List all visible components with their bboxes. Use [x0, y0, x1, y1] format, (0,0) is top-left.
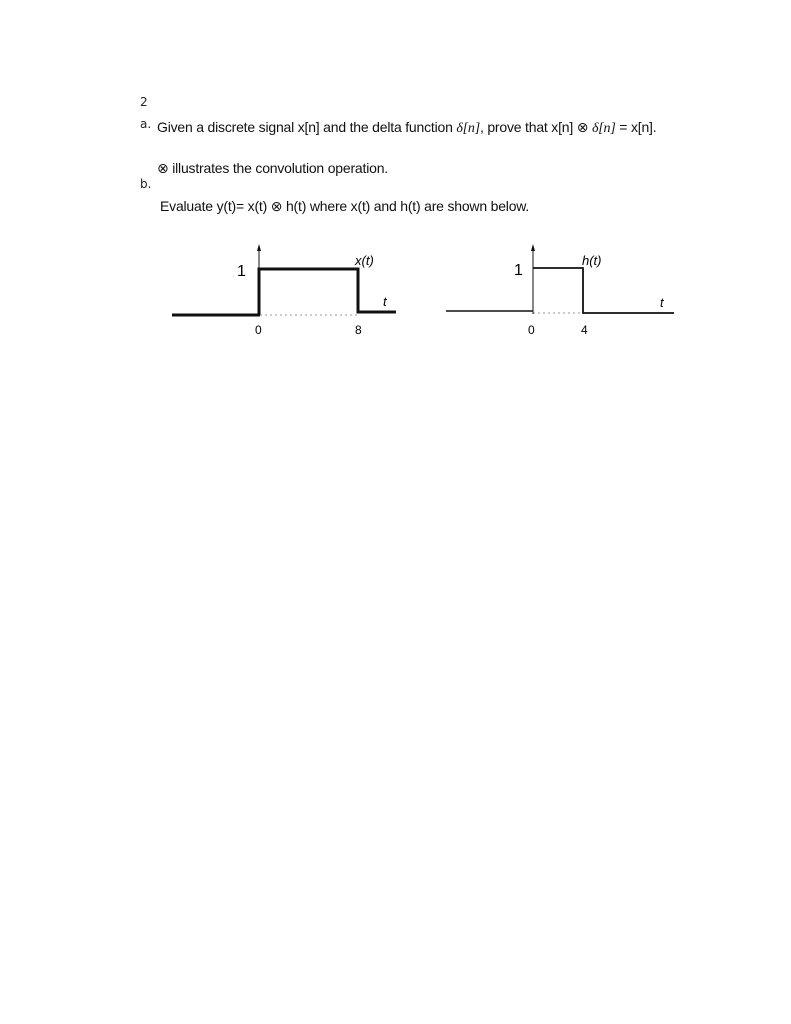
h-plot-tick-4: 4 [581, 323, 588, 337]
x-plot-axis-arrow-icon [257, 244, 261, 251]
h-plot-tick-0: 0 [528, 323, 535, 337]
convolution-note [157, 160, 388, 177]
x-plot-pulse [259, 269, 396, 315]
h-plot-amplitude-label: 1 [514, 262, 523, 279]
convolution-symbol: ⊗ [576, 120, 589, 136]
part-b-statement: Evaluate y(t)= x(t) ⊗ h(t) where x(t) and h(t) are shown below. [160, 198, 530, 214]
part-a-text-3: = x[n]. [615, 119, 657, 135]
x-plot-amplitude-label: 1 [237, 263, 246, 280]
x-plot [160, 240, 410, 345]
delta-function-2: δ[n] [591, 121, 616, 136]
x-plot-tick-0: 0 [255, 323, 262, 337]
part-a-marker: a. [140, 117, 152, 131]
delta-function-1: δ[n] [456, 121, 480, 136]
convolution-note-symbol: ⊗ [157, 161, 169, 177]
h-plot-time-axis-label: t [660, 295, 664, 310]
question-number: 2 [140, 95, 148, 109]
convolution-note-text: illustrates the convolution operation. [168, 160, 388, 176]
x-plot-time-axis-label: t [383, 294, 387, 309]
x-plot-signal-label: x(t) [355, 253, 374, 268]
h-plot-axis-arrow-icon [531, 244, 535, 251]
h-plot-pulse [533, 268, 674, 313]
part-a-text-1: Given a discrete signal x[n] and the delta function [157, 119, 457, 135]
part-a-statement [157, 119, 656, 137]
h-plot-signal-label: h(t) [582, 253, 602, 268]
x-plot-tick-8: 8 [355, 323, 362, 337]
part-a-text-2: , prove that x[n] [479, 119, 577, 135]
h-plot [440, 240, 680, 345]
part-b-marker: b. [140, 177, 152, 191]
